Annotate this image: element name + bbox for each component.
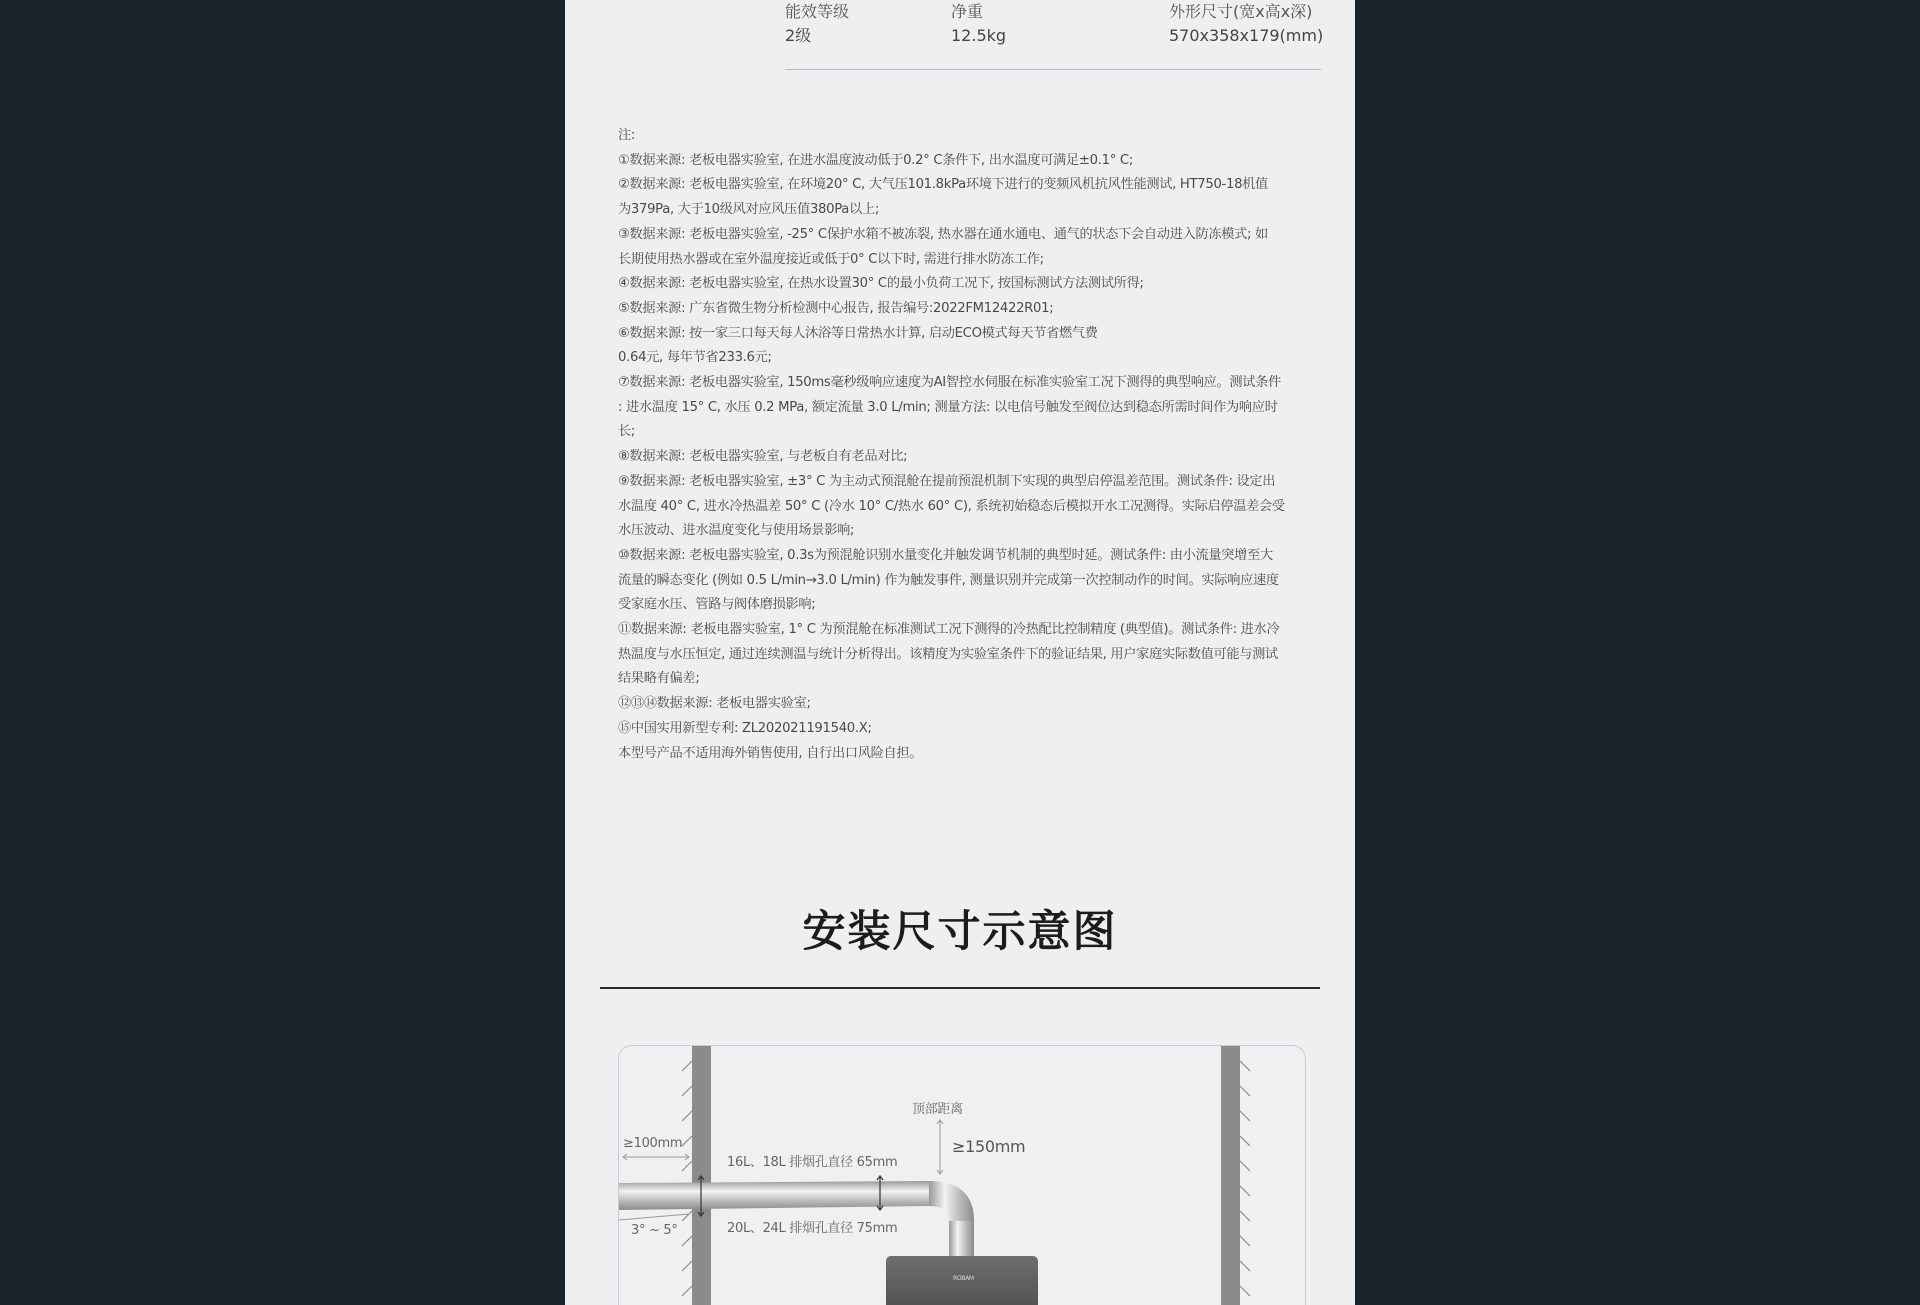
note-line: ⑮中国实用新型专利: ZL202021191540.X; <box>618 720 872 736</box>
top-distance-value: ≥150mm <box>952 1137 1026 1156</box>
flue-pipe-horizontal <box>619 1181 929 1210</box>
pipe-small-label: 16L、18L 排烟孔直径 65mm <box>727 1155 898 1170</box>
spec-value: 2级 <box>785 26 812 45</box>
note-line: 结果略有偏差; <box>618 671 700 687</box>
spec-energy-level <box>785 0 849 48</box>
note-line: ③数据来源: 老板电器实验室, -25° C保护水箱不被冻裂, 热水器在通水通电、通气的状态下会自动进入防冻模式; 如 <box>618 226 1268 242</box>
brand-logo: ROBAM <box>953 1275 974 1282</box>
note-line: ⑫⑬⑭数据来源: 老板电器实验室; <box>618 696 811 712</box>
note-line: ④数据来源: 老板电器实验室, 在热水设置30° C的最小负荷工况下, 按国标测试方法测试所得; <box>618 276 1144 292</box>
slope-label: 3° ~ 5° <box>631 1223 678 1238</box>
pipe-large-label: 20L、24L 排烟孔直径 75mm <box>727 1221 898 1236</box>
note-line: 水温度 40° C, 进水冷热温差 50° C (冷水 10° C/热水 60° C), 系统初始稳态后模拟开水工况测得。实际启停温差会受 <box>618 498 1285 514</box>
spec-value: 570x358x179(mm) <box>1169 26 1324 45</box>
note-line: ⑨数据来源: 老板电器实验室, ±3° C 为主动式预混舱在提前预混机制下实现的典型启停温差范围。测试条件: 设定出 <box>618 473 1276 489</box>
installation-diagram <box>618 1045 1306 1305</box>
note-line: ⑪数据来源: 老板电器实验室, 1° C 为预混舱在标准测试工况下测得的冷热配比控制精度 (典型值)。测试条件: 进水冷 <box>618 622 1280 638</box>
left-wall <box>692 1046 711 1305</box>
top-distance-label: 顶部距离 <box>912 1102 963 1117</box>
spec-net-weight <box>951 0 1006 48</box>
spec-divider <box>785 69 1321 70</box>
note-line: ⑧数据来源: 老板电器实验室, 与老板自有老品对比; <box>618 449 908 465</box>
note-line: ⑤数据来源: 广东省微生物分析检测中心报告, 报告编号:2022FM12422R01; <box>618 300 1054 316</box>
right-wall-hatch <box>1240 1061 1250 1305</box>
product-detail-page <box>565 0 1355 1305</box>
note-line: 热温度与水压恒定, 通过连续测温与统计分析得出。该精度为实验室条件下的验证结果, 用户家庭实际数值可能与测试 <box>618 646 1278 662</box>
top-distance-arrow <box>937 1120 943 1174</box>
section-divider <box>600 987 1320 989</box>
note-line: 长; <box>618 424 636 440</box>
note-line: 长期使用热水器或在室外温度接近或低于0° C以下时, 需进行排水防冻工作; <box>618 251 1044 267</box>
right-wall <box>1221 1046 1240 1305</box>
note-line: 本型号产品不适用海外销售使用, 自行出口风险自担。 <box>618 745 923 761</box>
spec-label: 净重 <box>951 2 984 21</box>
note-line: ⑦数据来源: 老板电器实验室, 150ms毫秒级响应速度为AI智控水伺服在标准实验室工况下测得的典型响应。测试条件 <box>618 375 1281 391</box>
note-line: 流量的瞬态变化 (例如 0.5 L/min→3.0 L/min) 作为触发事件, 测量识别并完成第一次控制动作的时间。实际响应速度 <box>618 572 1279 588</box>
flue-pipe-elbow <box>929 1181 974 1221</box>
note-line: 为379Pa, 大于10级风对应风压值380Pa以上; <box>618 202 879 218</box>
spec-value: 12.5kg <box>951 26 1007 45</box>
note-line: 水压波动、进水温度变化与使用场景影响; <box>618 523 855 539</box>
side-distance-label: ≥100mm <box>623 1136 683 1151</box>
slope-guide <box>619 1214 689 1220</box>
spec-label: 能效等级 <box>785 2 850 21</box>
note-line: ②数据来源: 老板电器实验室, 在环境20° C, 大气压101.8kPa环境下进行的变频风机抗风性能测试, HT750-18机值 <box>618 177 1268 193</box>
note-line: 受家庭水压、管路与阀体磨损影响; <box>618 597 816 613</box>
note-line: 0.64元, 每年节省233.6元; <box>618 350 772 366</box>
spec-label: 外形尺寸(宽x高x深) <box>1169 2 1313 21</box>
note-line: ①数据来源: 老板电器实验室, 在进水温度波动低于0.2° C条件下, 出水温度可满足±0.1° C; <box>618 152 1133 168</box>
installation-diagram-drawing <box>619 1046 1305 1305</box>
note-line: ⑥数据来源: 按一家三口每天每人沐浴等日常热水计算, 启动ECO模式每天节省燃气费 <box>618 325 1098 341</box>
spec-dimensions <box>1169 0 1323 48</box>
side-distance-arrow <box>623 1154 689 1160</box>
note-line: : 进水温度 15° C, 水压 0.2 MPa, 额定流量 3.0 L/min; 测量方法: 以电信号触发至阀位达到稳态所需时间作为响应时 <box>618 399 1278 415</box>
note-line: 注: <box>618 128 636 143</box>
note-line: ⑩数据来源: 老板电器实验室, 0.3s为预混舱识别水量变化并触发调节机制的典型时延。测试条件: 由小流量突增至大 <box>618 547 1273 563</box>
section-title: 安装尺寸示意图 <box>802 907 1118 957</box>
footnotes <box>618 124 1308 766</box>
